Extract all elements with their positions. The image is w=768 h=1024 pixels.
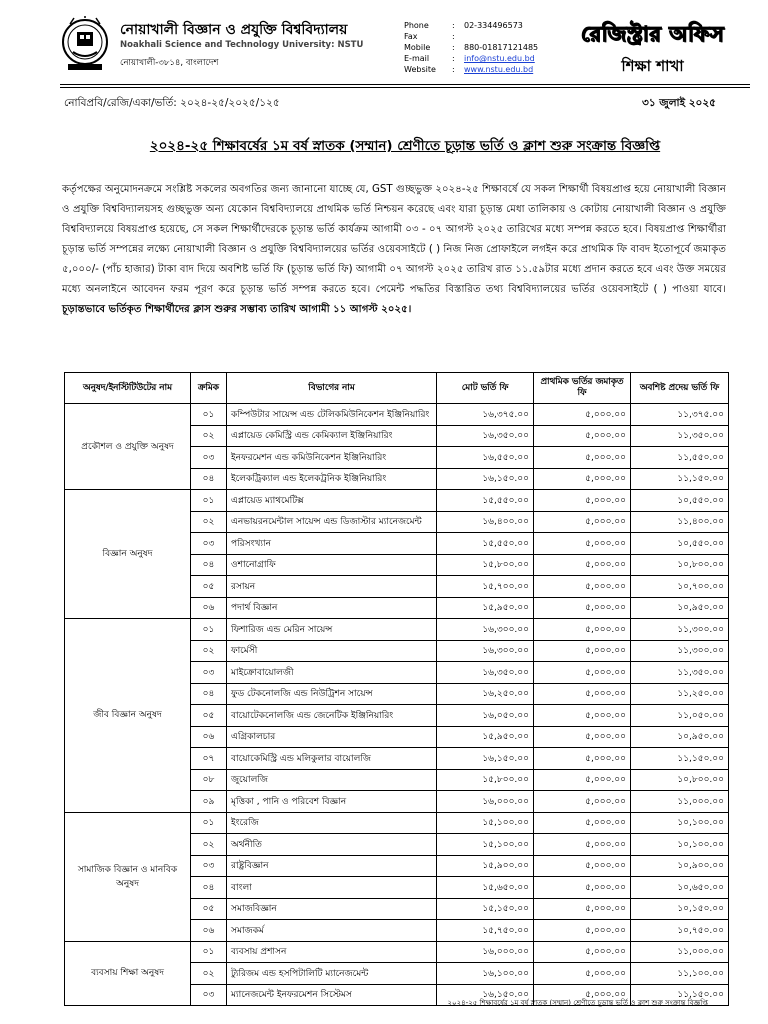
paid-fee: ৫,০০০.০০ bbox=[534, 533, 631, 555]
remaining-fee: ১০,৫৫০.০০ bbox=[631, 533, 729, 555]
contact-email: E-mail : info@nstu.edu.bd bbox=[404, 54, 535, 63]
remaining-fee: ১০,৯৫০.০০ bbox=[631, 726, 729, 748]
total-fee: ১৫,৯৫০.০০ bbox=[437, 597, 534, 619]
department-name: ইংরেজি bbox=[227, 812, 437, 834]
paid-fee: ৫,০০০.০০ bbox=[534, 748, 631, 770]
department-name: বায়োকেমিস্ট্রি এন্ড মলিকুলার বায়োলজি bbox=[227, 748, 437, 770]
faculty-name: ব্যবসায় শিক্ষা অনুষদ bbox=[65, 941, 191, 1006]
office-block bbox=[560, 18, 745, 80]
remaining-fee: ১১,৪০০.০০ bbox=[631, 511, 729, 533]
total-fee: ১৫,১০০.০০ bbox=[437, 812, 534, 834]
table-row bbox=[65, 619, 729, 641]
contact-block bbox=[404, 20, 538, 75]
total-fee: ১৫,৫৫০.০০ bbox=[437, 533, 534, 555]
department-name: পরিসংখ্যান bbox=[227, 533, 437, 555]
paid-fee: ৫,০০০.০০ bbox=[534, 425, 631, 447]
paid-fee: ৫,০০০.০০ bbox=[534, 490, 631, 512]
serial: ০৪ bbox=[191, 468, 227, 490]
remaining-fee: ১০,৮০০.০০ bbox=[631, 554, 729, 576]
total-fee: ১৫,৬৫০.০০ bbox=[437, 877, 534, 899]
serial: ০৭ bbox=[191, 748, 227, 770]
total-fee: ১৬,১৫০.০০ bbox=[437, 984, 534, 1006]
serial: ০২ bbox=[191, 640, 227, 662]
paid-fee: ৫,০০০.০০ bbox=[534, 511, 631, 533]
total-fee: ১৬,৩৫০.০০ bbox=[437, 425, 534, 447]
paid-fee: ৫,০০০.০০ bbox=[534, 705, 631, 727]
serial: ০৪ bbox=[191, 683, 227, 705]
paid-fee: ৫,০০০.০০ bbox=[534, 683, 631, 705]
department-name: অর্থনীতি bbox=[227, 834, 437, 856]
remaining-fee: ১০,১০০.০০ bbox=[631, 812, 729, 834]
serial: ০৬ bbox=[191, 597, 227, 619]
serial: ০২ bbox=[191, 834, 227, 856]
notice-title: ২০২৪-২৫ শিক্ষাবর্ষের ১ম বর্ষ স্নাতক (সম্মান) শ্রেণীতে চূড়ান্ত ভর্তি ও ক্লাশ শুরু সংক্রান্ত বিজ্ঞপ্তি bbox=[149, 138, 661, 154]
paid-fee: ৫,০০০.০০ bbox=[534, 920, 631, 942]
paid-fee: ৫,০০০.০০ bbox=[534, 447, 631, 469]
serial: ০৩ bbox=[191, 984, 227, 1006]
remaining-fee: ১০,৬৫০.০০ bbox=[631, 877, 729, 899]
paid-fee: ৫,০০০.০০ bbox=[534, 640, 631, 662]
serial: ০৫ bbox=[191, 705, 227, 727]
total-fee: ১৬,৩৫০.০০ bbox=[437, 662, 534, 684]
total-fee: ১৫,৫৫০.০০ bbox=[437, 490, 534, 512]
paid-fee: ৫,০০০.০০ bbox=[534, 619, 631, 641]
paid-fee: ৫,০০০.০০ bbox=[534, 984, 631, 1006]
remaining-fee: ১১,৫৫০.০০ bbox=[631, 447, 729, 469]
total-fee: ১৬,১৫০.০০ bbox=[437, 468, 534, 490]
department-name: জুয়োলজি bbox=[227, 769, 437, 791]
serial: ০৫ bbox=[191, 898, 227, 920]
col-header-serial: ক্রমিক bbox=[191, 373, 227, 404]
department-name: ফিশারিজ এন্ড মেরিন সায়েন্স bbox=[227, 619, 437, 641]
total-fee: ১৫,৯০০.০০ bbox=[437, 855, 534, 877]
body-part-2: ( ) নিজ নিজ প্রোফাইলে লগইন করে প্রাথমিক ফি বাবদ ইতোপূর্বে জমাকৃত ৫,০০০/- (পাঁচ হাজার) টাকা বাদ দিয়ে অবশিষ্ট ভর্তি ফি (চূড়ান্ত ভর্তি ফি) আগামী ০৭ আগস্ট ২০২৫ তারিখ রাত ১১.৫৯টার মধ্যে প্রদান করতে হবে এবং উক্ত সময়ের মধ্যে অনলাইনে আবেদন ফরম পূরণ করে চূড়ান্ত ভর্তি সম্পন্ন করতে হবে। পেমেন্ট পদ্ধতির বিস্তারিত তথ্য বিশ্ববিদ্যালয়ের ভর্তির ওয়েবসাইটে bbox=[62, 244, 726, 295]
total-fee: ১৫,১৫০.০০ bbox=[437, 898, 534, 920]
col-header-faculty: অনুষদ/ইনস্টিটিউটের নাম bbox=[65, 373, 191, 404]
serial: ০৩ bbox=[191, 855, 227, 877]
notice-body bbox=[62, 180, 726, 320]
faculty-name: জীব বিজ্ঞান অনুষদ bbox=[65, 619, 191, 813]
department-name: ফার্মেসী bbox=[227, 640, 437, 662]
remaining-fee: ১০,৭৫০.০০ bbox=[631, 920, 729, 942]
total-fee: ১৬,৩৭৫.০০ bbox=[437, 404, 534, 426]
total-fee: ১৬,২৫০.০০ bbox=[437, 683, 534, 705]
table-row bbox=[65, 941, 729, 963]
department-name: এনভায়রনমেন্টাল সায়েন্স এন্ড ডিজাস্টার ম্যানেজমেন্ট bbox=[227, 511, 437, 533]
department-name: এপ্লায়েড কেমিস্ট্রি এন্ড কেমিক্যাল ইঞ্জিনিয়ারিং bbox=[227, 425, 437, 447]
serial: ০৩ bbox=[191, 533, 227, 555]
paid-fee: ৫,০০০.০০ bbox=[534, 597, 631, 619]
serial: ০৫ bbox=[191, 576, 227, 598]
department-name: ব্যবসায় প্রশাসন bbox=[227, 941, 437, 963]
department-name: পদার্থ বিজ্ঞান bbox=[227, 597, 437, 619]
remaining-fee: ১০,৯০০.০০ bbox=[631, 855, 729, 877]
department-name: ওশানোগ্রাফি bbox=[227, 554, 437, 576]
paid-fee: ৫,০০০.০০ bbox=[534, 726, 631, 748]
remaining-fee: ১০,১০০.০০ bbox=[631, 834, 729, 856]
total-fee: ১৬,০৫০.০০ bbox=[437, 705, 534, 727]
department-name: ইলেকট্রিক্যাল এন্ড ইলেকট্রনিক ইঞ্জিনিয়ারিং bbox=[227, 468, 437, 490]
paid-fee: ৫,০০০.০০ bbox=[534, 468, 631, 490]
department-name: সমাজকর্ম bbox=[227, 920, 437, 942]
contact-fax: Fax : bbox=[404, 32, 455, 41]
serial: ০১ bbox=[191, 812, 227, 834]
memo-number: নোবিপ্রবি/রেজি/একা/ভর্তি: ২০২৪-২৫/২০২৫/১২৫ bbox=[64, 97, 280, 109]
remaining-fee: ১১,১৫০.০০ bbox=[631, 748, 729, 770]
table-header-row bbox=[65, 373, 729, 404]
university-address: নোয়াখালী-৩৮১৪, বাংলাদেশ bbox=[120, 58, 219, 68]
serial: ০৬ bbox=[191, 726, 227, 748]
serial: ০১ bbox=[191, 404, 227, 426]
department-name: রসায়ন bbox=[227, 576, 437, 598]
table-row bbox=[65, 404, 729, 426]
department-name: ফুড টেকনোলজি এন্ড নিউট্রিশন সায়েন্স bbox=[227, 683, 437, 705]
remaining-fee: ১১,৩৫০.০০ bbox=[631, 662, 729, 684]
department-name: এগ্রিকালচার bbox=[227, 726, 437, 748]
total-fee: ১৬,৫৫০.০০ bbox=[437, 447, 534, 469]
notice-date: ৩১ জুলাই ২০২৫ bbox=[642, 97, 716, 109]
department-name: মৃত্তিকা , পানি ও পরিবেশ বিজ্ঞান bbox=[227, 791, 437, 813]
serial: ০২ bbox=[191, 425, 227, 447]
department-name: ট্যুরিজম এন্ড হসপিটালিটি ম্যানেজমেন্ট bbox=[227, 963, 437, 985]
paid-fee: ৫,০০০.০০ bbox=[534, 877, 631, 899]
department-name: ইনফরমেশন এন্ড কমিউনিকেশন ইঞ্জিনিয়ারিং bbox=[227, 447, 437, 469]
total-fee: ১৫,৭৫০.০০ bbox=[437, 920, 534, 942]
paid-fee: ৫,০০০.০০ bbox=[534, 554, 631, 576]
office-title: রেজিস্ট্রার অফিস bbox=[580, 22, 725, 46]
serial: ০৩ bbox=[191, 662, 227, 684]
remaining-fee: ১০,১৫০.০০ bbox=[631, 898, 729, 920]
contact-mobile: Mobile : 880-01817121485 bbox=[404, 43, 539, 52]
paid-fee: ৫,০০০.০০ bbox=[534, 855, 631, 877]
total-fee: ১৬,১০০.০০ bbox=[437, 963, 534, 985]
total-fee: ১৬,৪০০.০০ bbox=[437, 511, 534, 533]
remaining-fee: ১১,১৫০.০০ bbox=[631, 984, 729, 1006]
remaining-fee: ১১,০০০.০০ bbox=[631, 941, 729, 963]
class-start-notice: চূড়ান্তভাবে ভর্তিকৃত শিক্ষার্থীদের ক্লাস শুরুর সম্ভাব্য তারিখ আগামী ১১ আগস্ট ২০২৫। bbox=[62, 304, 412, 315]
total-fee: ১৫,৮০০.০০ bbox=[437, 554, 534, 576]
total-fee: ১৫,১০০.০০ bbox=[437, 834, 534, 856]
remaining-fee: ১০,৮০০.০০ bbox=[631, 769, 729, 791]
contact-website: Website : www.nstu.edu.bd bbox=[404, 65, 534, 74]
header-divider-thin bbox=[60, 87, 750, 88]
serial: ০২ bbox=[191, 511, 227, 533]
serial: ০১ bbox=[191, 619, 227, 641]
remaining-fee: ১১,১০০.০০ bbox=[631, 963, 729, 985]
serial: ০১ bbox=[191, 490, 227, 512]
body-part-3: ( ) পাওয়া যাবে। bbox=[653, 284, 726, 295]
paid-fee: ৫,০০০.০০ bbox=[534, 834, 631, 856]
letterhead bbox=[60, 12, 750, 82]
faculty-name: সামাজিক বিজ্ঞান ও মানবিক অনুষদ bbox=[65, 812, 191, 941]
remaining-fee: ১০,৯৫০.০০ bbox=[631, 597, 729, 619]
serial: ০৪ bbox=[191, 554, 227, 576]
office-subtitle: শিক্ষা শাখা bbox=[621, 57, 684, 75]
remaining-fee: ১০,৫৫০.০০ bbox=[631, 490, 729, 512]
serial: ০২ bbox=[191, 963, 227, 985]
paid-fee: ৫,০০০.০০ bbox=[534, 404, 631, 426]
faculty-name: বিজ্ঞান অনুষদ bbox=[65, 490, 191, 619]
page-footer: ২০২৪-২৫ শিক্ষাবর্ষের ১ম বর্ষ স্নাতক (সম্মান) শ্রেণীতে চূড়ান্ত ভর্তি ও ক্লাশ শুরু সংক্রান্ত বিজ্ঞপ্তি bbox=[447, 999, 708, 1007]
paid-fee: ৫,০০০.০০ bbox=[534, 898, 631, 920]
fee-table bbox=[64, 372, 729, 1006]
table-row bbox=[65, 490, 729, 512]
remaining-fee: ১১,৩০০.০০ bbox=[631, 640, 729, 662]
remaining-fee: ১০,৭০০.০০ bbox=[631, 576, 729, 598]
total-fee: ১৬,০০০.০০ bbox=[437, 791, 534, 813]
department-name: এপ্লায়েড ম্যাথমেটিক্স bbox=[227, 490, 437, 512]
university-logo-icon bbox=[60, 16, 110, 72]
university-name-bn: নোয়াখালী বিজ্ঞান ও প্রযুক্তি বিশ্ববিদ্যালয় bbox=[120, 22, 348, 38]
paid-fee: ৫,০০০.০০ bbox=[534, 576, 631, 598]
paid-fee: ৫,০০০.০০ bbox=[534, 769, 631, 791]
remaining-fee: ১১,০৫০.০০ bbox=[631, 705, 729, 727]
col-header-paid-fee: প্রাথমিক ভর্তির জমাকৃত ফি bbox=[534, 373, 631, 404]
email-link[interactable]: info@nstu.edu.bd bbox=[464, 54, 535, 63]
header-divider bbox=[60, 84, 750, 85]
contact-phone: Phone : 02-334496573 bbox=[404, 21, 523, 30]
total-fee: ১৫,৭০০.০০ bbox=[437, 576, 534, 598]
serial: ০৮ bbox=[191, 769, 227, 791]
department-name: রাষ্ট্রবিজ্ঞান bbox=[227, 855, 437, 877]
department-name: কম্পিউটার সায়েন্স এন্ড টেলিকমিউনিকেশন ইঞ্জিনিয়ারিং bbox=[227, 404, 437, 426]
remaining-fee: ১১,৩০০.০০ bbox=[631, 619, 729, 641]
serial: ০৯ bbox=[191, 791, 227, 813]
paid-fee: ৫,০০০.০০ bbox=[534, 791, 631, 813]
total-fee: ১৬,১৫০.০০ bbox=[437, 748, 534, 770]
remaining-fee: ১১,০০০.০০ bbox=[631, 791, 729, 813]
department-name: সমাজবিজ্ঞান bbox=[227, 898, 437, 920]
col-header-remaining-fee: অবশিষ্ট প্রদেয় ভর্তি ফি bbox=[631, 373, 729, 404]
paid-fee: ৫,০০০.০০ bbox=[534, 662, 631, 684]
paid-fee: ৫,০০০.০০ bbox=[534, 941, 631, 963]
total-fee: ১৬,৩০০.০০ bbox=[437, 619, 534, 641]
faculty-name: প্রকৌশল ও প্রযুক্তি অনুষদ bbox=[65, 404, 191, 490]
remaining-fee: ১১,৩৭৫.০০ bbox=[631, 404, 729, 426]
university-name-en: Noakhali Science and Technology University: NSTU bbox=[120, 40, 364, 50]
website-link[interactable]: www.nstu.edu.bd bbox=[464, 65, 534, 74]
department-name: ম্যানেজমেন্ট ইনফরমেশন সিস্টেমস bbox=[227, 984, 437, 1006]
serial: ০৪ bbox=[191, 877, 227, 899]
total-fee: ১৬,০০০.০০ bbox=[437, 941, 534, 963]
col-header-total-fee: মোট ভর্তি ফি bbox=[437, 373, 534, 404]
total-fee: ১৫,৮০০.০০ bbox=[437, 769, 534, 791]
serial: ০৬ bbox=[191, 920, 227, 942]
paid-fee: ৫,০০০.০০ bbox=[534, 812, 631, 834]
table-row bbox=[65, 812, 729, 834]
paid-fee: ৫,০০০.০০ bbox=[534, 963, 631, 985]
body-part-1: কর্তৃপক্ষের অনুমোদনক্রমে সংশ্লিষ্ট সকলের অবগতির জন্য জানানো যাচ্ছে যে, GST গুচ্ছভুক্ত ২০২৪-২৫ শিক্ষাবর্ষে যে সকল শিক্ষার্থী বিষয়প্রাপ্ত হয়ে নোয়াখালী বিজ্ঞান ও প্রযুক্তি বিশ্ববিদ্যালয়সহ গুচ্ছভুক্ত অন্য যেকোন বিশ্ববিদ্যালয়ে প্রাথমিক ভর্তি নিশ্চয়ন করেছে এবং যারা চূড়ান্ত মেধা তালিকায় ও কোটায় নোয়াখালী বিজ্ঞান ও প্রযুক্তি বিশ্ববিদ্যালয়ে বিষয়প্রাপ্ত হয়েছে, সে সকল শিক্ষার্থীদেরকে চূড়ান্ত ভর্তি কার্যক্রম আগামী ০৩ - ০৭ আগস্ট ২০২৫ তারিখের মধ্যে সম্পন্ন করতে হবে। বিষয়প্রাপ্ত শিক্ষার্থীরা চূড়ান্ত ভর্তি সম্পন্নের লক্ষ্যে নোয়াখালী বিজ্ঞান ও প্রযুক্তি বিশ্ববিদ্যালয়ের ভর্তির ওয়েবসাইটে bbox=[62, 184, 726, 255]
remaining-fee: ১১,২৫০.০০ bbox=[631, 683, 729, 705]
total-fee: ১৬,৩০০.০০ bbox=[437, 640, 534, 662]
remaining-fee: ১১,১৫০.০০ bbox=[631, 468, 729, 490]
department-name: বায়োটেকনোলজি এন্ড জেনেটিক ইঞ্জিনিয়ারিং bbox=[227, 705, 437, 727]
department-name: বাংলা bbox=[227, 877, 437, 899]
total-fee: ১৫,৯৫০.০০ bbox=[437, 726, 534, 748]
department-name: মাইক্রোবায়োলজী bbox=[227, 662, 437, 684]
remaining-fee: ১১,৩৫০.০০ bbox=[631, 425, 729, 447]
col-header-department: বিভাগের নাম bbox=[227, 373, 437, 404]
serial: ০৩ bbox=[191, 447, 227, 469]
serial: ০১ bbox=[191, 941, 227, 963]
